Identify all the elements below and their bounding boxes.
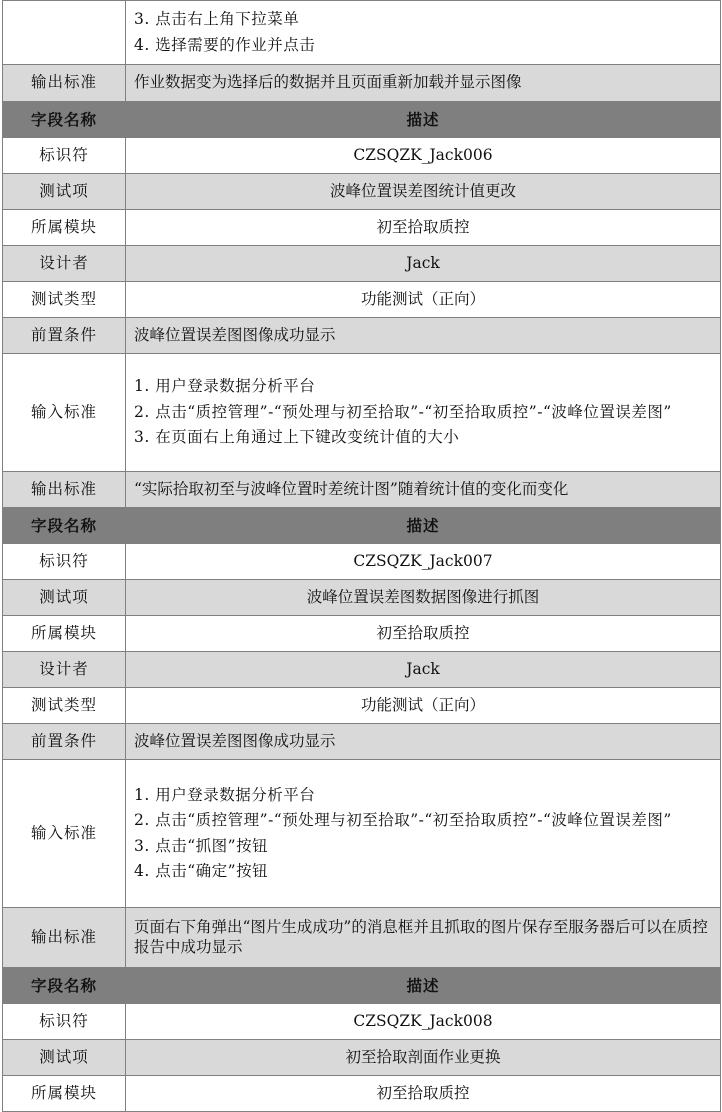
precondition-row (3, 724, 721, 760)
precondition-label: 前置条件 (3, 724, 126, 760)
test-item-row (3, 1040, 721, 1076)
designer-value: Jack (126, 246, 721, 282)
test-type-label: 测试类型 (3, 282, 126, 318)
designer-row (3, 246, 721, 282)
test-item-label: 测试项 (3, 580, 126, 616)
description-header: 描述 (126, 102, 721, 138)
precondition-value: 波峰位置误差图图像成功显示 (126, 318, 721, 354)
module-label: 所属模块 (3, 616, 126, 652)
output-value: 作业数据变为选择后的数据并且页面重新加载并显示图像 (126, 65, 721, 102)
output-row (3, 472, 721, 508)
output-value: “实际拾取初至与波峰位置时差统计图”随着统计值的变化而变化 (126, 472, 721, 508)
table-header-row (3, 508, 721, 544)
designer-label: 设计者 (3, 652, 126, 688)
identifier-value: CZSQZK_Jack006 (126, 138, 721, 174)
prev-input-steps (126, 1, 721, 65)
module-row (3, 616, 721, 652)
identifier-value: CZSQZK_Jack007 (126, 544, 721, 580)
step-line: 4. 点击“确定”按钮 (134, 861, 269, 880)
step-line: 2. 点击“质控管理”-“预处理与初至拾取”-“初至拾取质控”-“波峰位置误差图” (134, 402, 672, 421)
input-row (3, 354, 721, 472)
input-row (3, 760, 721, 908)
field-name-header: 字段名称 (3, 508, 126, 544)
step-line: 3. 点击右上角下拉菜单 (134, 10, 300, 29)
module-value: 初至拾取质控 (126, 210, 721, 246)
module-value: 初至拾取质控 (126, 1076, 721, 1112)
identifier-label: 标识符 (3, 544, 126, 580)
step-line: 1. 用户登录数据分析平台 (134, 377, 316, 396)
test-item-label: 测试项 (3, 1040, 126, 1076)
precondition-row (3, 318, 721, 354)
identifier-label: 标识符 (3, 1004, 126, 1040)
test-item-value: 波峰位置误差图统计值更改 (126, 174, 721, 210)
identifier-value: CZSQZK_Jack008 (126, 1004, 721, 1040)
step-line: 4. 选择需要的作业并点击 (134, 35, 316, 54)
identifier-label: 标识符 (3, 138, 126, 174)
output-label: 输出标准 (3, 65, 126, 102)
test-item-value: 初至拾取剖面作业更换 (126, 1040, 721, 1076)
input-steps (126, 354, 721, 472)
description-header: 描述 (126, 968, 721, 1004)
field-name-header: 字段名称 (3, 102, 126, 138)
table-header-row (3, 102, 721, 138)
prev-input-row (3, 1, 721, 65)
identifier-row (3, 138, 721, 174)
field-name-header: 字段名称 (3, 968, 126, 1004)
input-label: 输入标准 (3, 760, 126, 908)
input-label: 输入标准 (3, 354, 126, 472)
test-type-row (3, 282, 721, 318)
test-type-value: 功能测试（正向） (126, 688, 721, 724)
designer-value: Jack (126, 652, 721, 688)
module-label: 所属模块 (3, 1076, 126, 1112)
prev-output-row (3, 65, 721, 102)
output-label: 输出标准 (3, 908, 126, 968)
precondition-value: 波峰位置误差图图像成功显示 (126, 724, 721, 760)
step-line: 3. 点击“抓图”按钮 (134, 836, 269, 855)
test-type-row (3, 688, 721, 724)
test-item-row (3, 580, 721, 616)
identifier-row (3, 1004, 721, 1040)
module-row (3, 1076, 721, 1112)
description-header: 描述 (126, 508, 721, 544)
module-row (3, 210, 721, 246)
designer-row (3, 652, 721, 688)
test-item-label: 测试项 (3, 174, 126, 210)
output-label: 输出标准 (3, 472, 126, 508)
identifier-row (3, 544, 721, 580)
test-item-value: 波峰位置误差图数据图像进行抓图 (126, 580, 721, 616)
designer-label: 设计者 (3, 246, 126, 282)
table-header-row (3, 968, 721, 1004)
test-type-label: 测试类型 (3, 688, 126, 724)
test-case-table (2, 0, 721, 1112)
input-steps (126, 760, 721, 908)
module-label: 所属模块 (3, 210, 126, 246)
step-line: 1. 用户登录数据分析平台 (134, 785, 316, 804)
prev-input-label-cell (3, 1, 126, 65)
output-row (3, 908, 721, 968)
step-line: 3. 在页面右上角通过上下键改变统计值的大小 (134, 428, 460, 447)
test-type-value: 功能测试（正向） (126, 282, 721, 318)
precondition-label: 前置条件 (3, 318, 126, 354)
test-item-row (3, 174, 721, 210)
module-value: 初至拾取质控 (126, 616, 721, 652)
step-line: 2. 点击“质控管理”-“预处理与初至拾取”-“初至拾取质控”-“波峰位置误差图” (134, 811, 672, 830)
output-value: 页面右下角弹出“图片生成成功”的消息框并且抓取的图片保存至服务器后可以在质控报告中成功显示 (126, 908, 721, 968)
